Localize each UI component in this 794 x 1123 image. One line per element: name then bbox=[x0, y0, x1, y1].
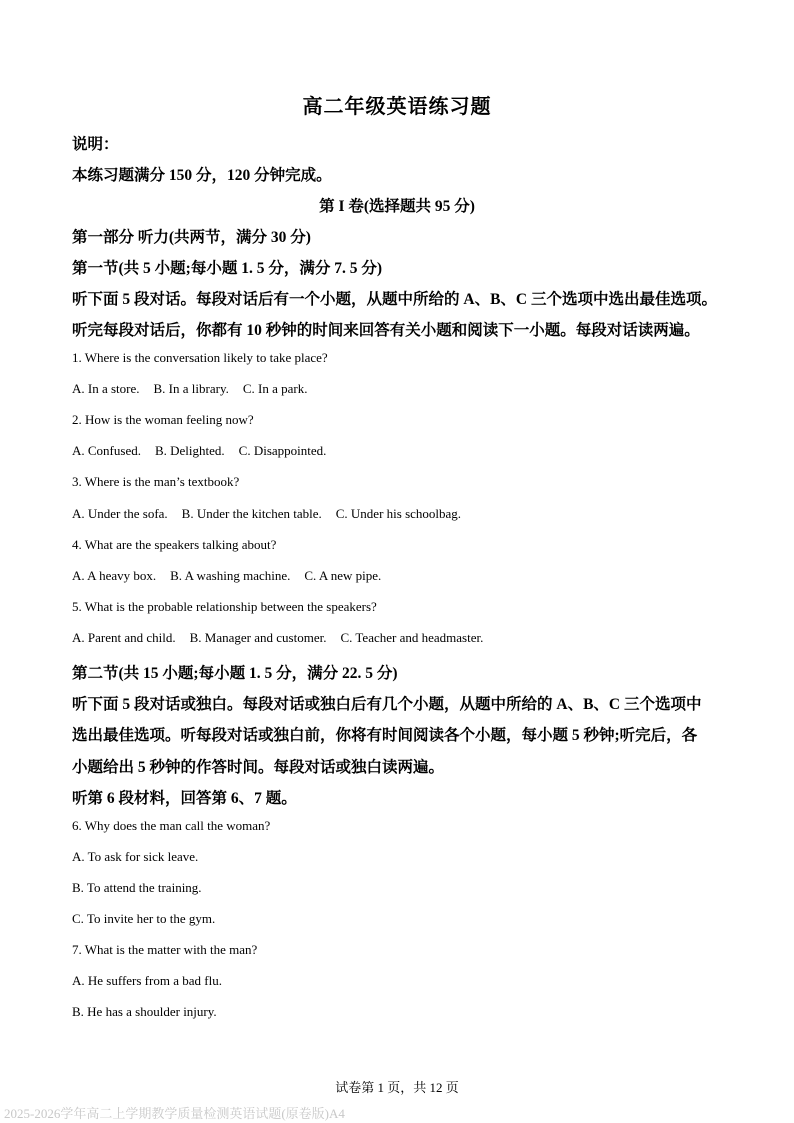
option: A. He suffers from a bad flu. bbox=[72, 973, 222, 988]
option: C. To invite her to the gym. bbox=[72, 911, 216, 926]
option: C. Under his schoolbag. bbox=[335, 506, 462, 521]
section1-instruction: 听完每段对话后，你都有 10 秒钟的时间来回答有关小题和阅读下一小题。每段对话读两遍。 bbox=[72, 322, 700, 339]
section1-heading: 第一节(共 5 小题;每小题 1. 5 分，满分 7. 5 分) bbox=[72, 260, 382, 277]
question-options bbox=[72, 506, 461, 522]
option: C. A new pipe. bbox=[304, 568, 382, 583]
question-stem: 2. How is the woman feeling now? bbox=[72, 412, 254, 427]
page-footer: 试卷第 1 页，共 12 页 bbox=[335, 1080, 459, 1095]
option: C. In a park. bbox=[242, 381, 308, 396]
question-stem: 6. Why does the man call the woman? bbox=[72, 818, 271, 833]
option: B. To attend the training. bbox=[72, 880, 202, 895]
question-stem: 7. What is the matter with the man? bbox=[72, 942, 258, 957]
option: A. To ask for sick leave. bbox=[72, 849, 199, 864]
watermark: 2025-2026学年高二上学期教学质量检测英语试题(原卷版)A4 bbox=[4, 1106, 345, 1121]
note-label: 说明： bbox=[72, 136, 119, 153]
section1-instruction: 听下面 5 段对话。每段对话后有一个小题，从题中所给的 A、B、C 三个选项中选出最佳选项。 bbox=[72, 291, 717, 308]
option: B. Delighted. bbox=[154, 443, 225, 458]
part1-heading: 第一部分 听力(共两节，满分 30 分) bbox=[72, 229, 311, 246]
option: B. In a library. bbox=[153, 381, 229, 396]
note-text: 本练习题满分 150 分，120 分钟完成。 bbox=[72, 167, 332, 184]
option: C. Teacher and headmaster. bbox=[340, 630, 484, 645]
question-options bbox=[72, 443, 326, 459]
section2-instruction: 听下面 5 段对话或独白。每段对话或独白后有几个小题，从题中所给的 A、B、C 三个选项中 bbox=[72, 696, 702, 713]
section2-instruction: 小题给出 5 秒钟的作答时间。每段对话或独白读两遍。 bbox=[72, 759, 445, 776]
option: A. In a store. bbox=[72, 381, 140, 396]
question-stem: 5. What is the probable relationship between the speakers? bbox=[72, 599, 377, 614]
question-options bbox=[72, 568, 381, 584]
option: B. Under the kitchen table. bbox=[181, 506, 322, 521]
option: B. He has a shoulder injury. bbox=[72, 1004, 217, 1019]
option: B. Manager and customer. bbox=[189, 630, 327, 645]
section2-heading: 第二节(共 15 小题;每小题 1. 5 分，满分 22. 5 分) bbox=[72, 665, 398, 682]
option: B. A washing machine. bbox=[170, 568, 291, 583]
option: A. Confused. bbox=[72, 443, 141, 458]
question-options bbox=[72, 630, 483, 646]
question-options bbox=[72, 381, 307, 397]
option: C. Disappointed. bbox=[238, 443, 327, 458]
question-stem: 3. Where is the man’s textbook? bbox=[72, 474, 240, 489]
material-heading: 听第 6 段材料，回答第 6、7 题。 bbox=[72, 790, 297, 807]
option: A. A heavy box. bbox=[72, 568, 157, 583]
question-stem: 1. Where is the conversation likely to take place? bbox=[72, 350, 328, 365]
section2-instruction: 选出最佳选项。听每段对话或独白前，你将有时间阅读各个小题，每小题 5 秒钟;听完后，各 bbox=[72, 727, 698, 744]
option: A. Parent and child. bbox=[72, 630, 176, 645]
volume-heading: 第 I 卷(选择题共 95 分) bbox=[319, 198, 475, 215]
option: A. Under the sofa. bbox=[72, 506, 168, 521]
question-stem: 4. What are the speakers talking about? bbox=[72, 537, 277, 552]
page-title: 高二年级英语练习题 bbox=[302, 96, 492, 118]
